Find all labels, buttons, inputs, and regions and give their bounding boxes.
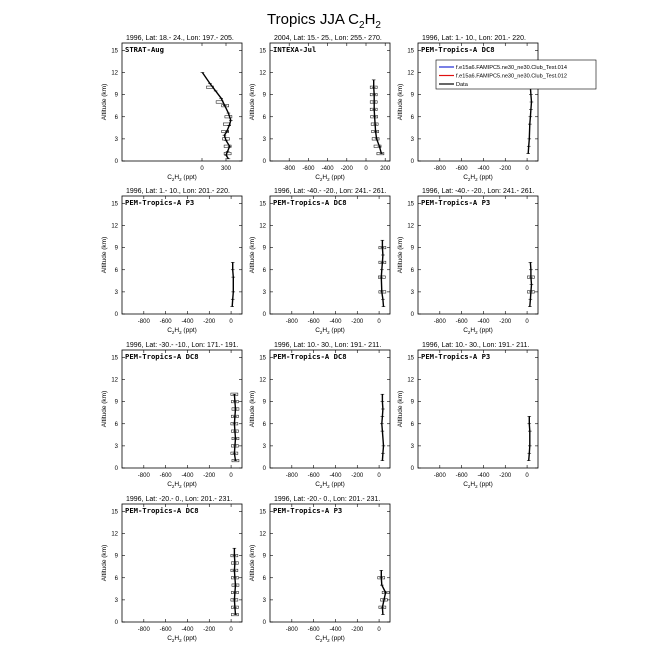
y-axis-label: Altitude (km)	[397, 236, 404, 274]
y-axis-label: Altitude (km)	[249, 236, 256, 274]
y-tick-label: 15	[111, 355, 118, 362]
x-tick-label: -600	[307, 473, 320, 479]
y-tick-label: 3	[410, 136, 414, 143]
x-tick-label: 0	[200, 166, 204, 172]
chart-panel-9	[397, 342, 538, 489]
x-tick-label: -200	[203, 319, 216, 325]
y-tick-label: 0	[262, 620, 266, 626]
plot-frame	[270, 504, 390, 622]
x-tick-label: -200	[499, 473, 512, 479]
y-tick-label: 15	[407, 355, 414, 362]
y-axis-label: Altitude (km)	[249, 83, 256, 121]
y-tick-label: 12	[111, 531, 118, 538]
y-tick-label: 3	[114, 136, 118, 143]
x-axis-label: $C_2H_2$ (ppt)	[315, 174, 345, 182]
y-tick-label: 9	[410, 399, 414, 406]
panel-subtitle: 1996, Lat: -20.- 0., Lon: 201.- 231.	[126, 496, 233, 503]
x-tick-label: -400	[329, 473, 342, 479]
y-tick-label: 9	[114, 92, 118, 99]
y-tick-label: 3	[410, 289, 414, 296]
x-tick-label: -600	[307, 319, 320, 325]
chart-panel-6	[397, 188, 538, 335]
x-tick-label: -600	[302, 166, 315, 172]
x-tick-label: -800	[137, 473, 150, 479]
x-tick-label: -600	[455, 166, 468, 172]
x-tick-label: 0	[525, 319, 529, 325]
x-axis-label: $C_2H_2$ (ppt)	[167, 174, 197, 182]
data-line	[528, 87, 531, 153]
x-tick-label: -400	[477, 319, 490, 325]
x-tick-label: -200	[203, 473, 216, 479]
legend-entry: f.e15a6.FAMIPC5.ne30_ne30.Club_Test.014	[456, 65, 568, 71]
x-tick-label: -800	[137, 319, 150, 325]
x-tick-label: -600	[307, 627, 320, 633]
x-tick-label: 0	[229, 627, 233, 633]
x-tick-label: -400	[181, 319, 194, 325]
legend-entry: Data	[456, 82, 468, 88]
panel-label: PEM-Tropics-A P3	[125, 198, 195, 207]
data-line	[382, 394, 384, 460]
y-tick-label: 12	[259, 377, 266, 384]
x-axis-label: $C_2H_2$ (ppt)	[167, 635, 197, 643]
panel-subtitle: 1996, Lat: 10.- 30., Lon: 191.- 211.	[422, 342, 530, 349]
legend	[436, 60, 596, 89]
y-tick-label: 9	[114, 553, 118, 560]
y-tick-label: 12	[407, 223, 414, 230]
y-tick-label: 3	[410, 443, 414, 450]
x-tick-label: 300	[220, 166, 232, 172]
x-tick-label: -600	[159, 473, 172, 479]
y-tick-label: 9	[410, 245, 414, 252]
y-tick-label: 9	[262, 92, 266, 99]
x-tick-label: -200	[351, 473, 364, 479]
x-axis-label: $C_2H_2$ (ppt)	[463, 174, 493, 182]
y-tick-label: 12	[259, 223, 266, 230]
x-tick-label: 0	[229, 473, 233, 479]
y-tick-label: 6	[262, 575, 266, 582]
y-tick-label: 6	[410, 114, 414, 121]
x-tick-label: -200	[203, 627, 216, 633]
x-tick-label: -600	[455, 319, 468, 325]
y-tick-label: 6	[114, 114, 118, 121]
y-tick-label: 15	[259, 201, 266, 208]
y-tick-label: 3	[262, 136, 266, 143]
y-tick-label: 6	[262, 267, 266, 274]
data-line	[381, 240, 383, 306]
chart-panel-10	[101, 496, 242, 643]
y-axis-label: Altitude (km)	[101, 544, 108, 582]
panel-subtitle: 1996, Lat: -40.- -20., Lon: 241.- 261.	[422, 188, 535, 195]
y-tick-label: 12	[259, 531, 266, 538]
y-tick-label: 15	[259, 355, 266, 362]
y-tick-label: 3	[262, 289, 266, 296]
y-tick-label: 0	[114, 466, 118, 472]
chart-panel-1	[101, 35, 242, 182]
plot-frame	[122, 504, 242, 622]
y-tick-label: 0	[114, 312, 118, 318]
x-tick-label: 0	[377, 627, 381, 633]
x-tick-label: -600	[455, 473, 468, 479]
y-tick-label: 9	[262, 399, 266, 406]
y-tick-label: 15	[111, 201, 118, 208]
x-tick-label: -800	[433, 473, 446, 479]
y-tick-label: 0	[410, 159, 414, 165]
x-tick-label: -400	[329, 627, 342, 633]
x-tick-label: -200	[351, 627, 364, 633]
x-tick-label: -800	[285, 319, 298, 325]
y-tick-label: 9	[114, 399, 118, 406]
y-tick-label: 15	[111, 509, 118, 516]
y-tick-label: 6	[262, 114, 266, 121]
plot-frame	[270, 43, 390, 161]
plot-frame	[418, 350, 538, 468]
data-line	[529, 416, 530, 460]
x-axis-label: $C_2H_2$ (ppt)	[463, 327, 493, 335]
y-tick-label: 3	[114, 289, 118, 296]
y-axis-label: Altitude (km)	[101, 83, 108, 121]
y-tick-label: 15	[111, 48, 118, 55]
y-tick-label: 9	[262, 245, 266, 252]
x-tick-label: -800	[285, 627, 298, 633]
chart-panel-8	[249, 342, 390, 489]
x-tick-label: -400	[477, 473, 490, 479]
y-tick-label: 12	[407, 70, 414, 77]
panel-label: INTEXA-Jul	[273, 45, 317, 54]
x-tick-label: 200	[380, 166, 391, 172]
x-tick-label: -800	[137, 627, 150, 633]
x-tick-label: -800	[433, 166, 446, 172]
y-tick-label: 15	[259, 48, 266, 55]
panel-label: PEM-Tropics-A DC8	[273, 198, 347, 207]
panel-subtitle: 1996, Lat: 1.- 10., Lon: 201.- 220.	[126, 188, 230, 195]
x-tick-label: -400	[329, 319, 342, 325]
y-tick-label: 6	[410, 267, 414, 274]
panel-subtitle: 1996, Lat: 1.- 10., Lon: 201.- 220.	[422, 35, 526, 42]
panel-subtitle: 1996, Lat: -20.- 0., Lon: 201.- 231.	[274, 496, 381, 503]
legend-entry: f.e15a6.FAMIPC5.ne30_ne30.Club_Test.012	[456, 73, 568, 80]
plot-frame	[270, 350, 390, 468]
panel-label: PEM-Tropics-A DC8	[125, 352, 199, 361]
x-axis-label: $C_2H_2$ (ppt)	[463, 481, 493, 489]
panel-grid	[101, 35, 596, 643]
y-tick-label: 9	[262, 553, 266, 560]
y-tick-label: 6	[114, 575, 118, 582]
data-box	[225, 116, 232, 118]
x-tick-label: -400	[181, 627, 194, 633]
chart-panel-3	[397, 35, 596, 182]
x-tick-label: 0	[525, 473, 529, 479]
y-tick-label: 12	[111, 70, 118, 77]
x-axis-label: $C_2H_2$ (ppt)	[315, 481, 345, 489]
panel-subtitle: 1996, Lat: 10.- 30., Lon: 191.- 211.	[274, 342, 382, 349]
y-tick-label: 6	[114, 421, 118, 428]
x-tick-label: -200	[340, 166, 353, 172]
x-tick-label: -400	[321, 166, 334, 172]
plot-frame	[122, 43, 242, 161]
chart-panel-5	[249, 188, 390, 335]
y-axis-label: Altitude (km)	[397, 83, 404, 121]
plot-frame	[122, 350, 242, 468]
panel-label: PEM-Tropics-A P3	[421, 352, 491, 361]
panel-label: PEM-Tropics-A P3	[421, 198, 491, 207]
y-tick-label: 3	[262, 443, 266, 450]
y-tick-label: 15	[407, 201, 414, 208]
y-tick-label: 0	[262, 312, 266, 318]
x-axis-label: $C_2H_2$ (ppt)	[167, 481, 197, 489]
chart-panel-2	[249, 35, 391, 182]
y-tick-label: 15	[259, 509, 266, 516]
x-axis-label: $C_2H_2$ (ppt)	[315, 327, 345, 335]
x-tick-label: -200	[499, 166, 512, 172]
panel-label: PEM-Tropics-A DC8	[273, 352, 347, 361]
y-tick-label: 3	[262, 597, 266, 604]
y-tick-label: 0	[262, 159, 266, 165]
y-tick-label: 12	[407, 377, 414, 384]
y-axis-label: Altitude (km)	[249, 390, 256, 428]
x-tick-label: 0	[525, 166, 529, 172]
panel-label: PEM-Tropics-A P3	[273, 506, 343, 515]
figure-title: Tropics JJA $C_2H_2$	[267, 11, 381, 31]
y-tick-label: 0	[262, 466, 266, 472]
x-tick-label: -400	[181, 473, 194, 479]
x-tick-label: -800	[433, 319, 446, 325]
x-tick-label: -600	[159, 319, 172, 325]
x-tick-label: 0	[377, 319, 381, 325]
panel-subtitle: 2004, Lat: 15.- 25., Lon: 255.- 270.	[274, 35, 382, 42]
y-tick-label: 3	[114, 443, 118, 450]
panel-subtitle: 1996, Lat: 18.- 24., Lon: 197.- 205.	[126, 35, 234, 42]
panel-subtitle: 1996, Lat: -40.- -20., Lon: 241.- 261.	[274, 188, 387, 195]
plot-frame	[270, 196, 390, 314]
y-axis-label: Altitude (km)	[249, 544, 256, 582]
y-tick-label: 9	[114, 245, 118, 252]
y-tick-label: 6	[410, 421, 414, 428]
y-axis-label: Altitude (km)	[397, 390, 404, 428]
x-tick-label: 0	[364, 166, 368, 172]
x-tick-label: -200	[351, 319, 364, 325]
panel-subtitle: 1996, Lat: -30.- -10., Lon: 171.- 191.	[126, 342, 239, 349]
x-tick-label: -400	[477, 166, 490, 172]
y-tick-label: 15	[407, 48, 414, 55]
panel-label: PEM-Tropics-A DC8	[421, 45, 495, 54]
y-axis-label: Altitude (km)	[101, 390, 108, 428]
chart-panel-4	[101, 188, 242, 335]
data-line	[234, 548, 235, 614]
y-tick-label: 0	[410, 466, 414, 472]
x-tick-label: 0	[229, 319, 233, 325]
x-axis-label: $C_2H_2$ (ppt)	[167, 327, 197, 335]
x-tick-label: -800	[285, 473, 298, 479]
y-axis-label: Altitude (km)	[101, 236, 108, 274]
plot-frame	[122, 196, 242, 314]
y-tick-label: 12	[111, 377, 118, 384]
chart-panel-7	[101, 342, 242, 489]
y-tick-label: 0	[114, 159, 118, 165]
y-tick-label: 12	[111, 223, 118, 230]
x-tick-label: -200	[499, 319, 512, 325]
x-axis-label: $C_2H_2$ (ppt)	[315, 635, 345, 643]
y-tick-label: 6	[114, 267, 118, 274]
y-tick-label: 6	[262, 421, 266, 428]
panel-label: STRAT-Aug	[125, 45, 164, 54]
chart-panel-11	[249, 496, 390, 643]
y-tick-label: 9	[410, 92, 414, 99]
x-tick-label: 0	[377, 473, 381, 479]
data-line	[232, 262, 233, 306]
x-tick-label: -800	[283, 166, 296, 172]
y-tick-label: 12	[259, 70, 266, 77]
y-tick-label: 0	[114, 620, 118, 626]
x-tick-label: -600	[159, 627, 172, 633]
panel-label: PEM-Tropics-A DC8	[125, 506, 199, 515]
plot-frame	[418, 196, 538, 314]
data-line	[234, 394, 235, 460]
y-tick-label: 3	[114, 597, 118, 604]
y-tick-label: 0	[410, 312, 414, 318]
